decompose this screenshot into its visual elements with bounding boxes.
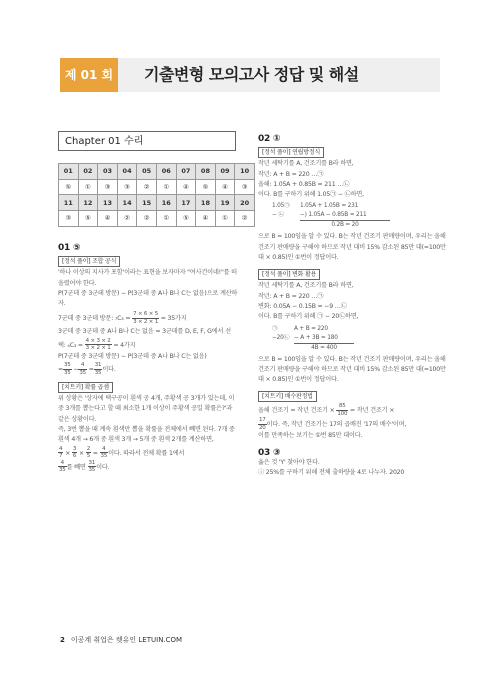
answer-cell: ② — [137, 179, 157, 195]
q02-paragraph-6: 으로 B = 100임을 알 수 있다. B는 작년 건조기 판매량이며, 우리는 올해 건조기 판매량을 구해야 하므로 작년 대비 15% 감소된 85만 대(=100만 대 × 0.85)인 ①번이 정답이다. — [258, 355, 446, 384]
answer-cell: ⑤ — [176, 211, 196, 227]
answer-cell: ⑤ — [59, 179, 79, 195]
answer-cell: ④ — [176, 179, 196, 195]
q02-label-cheat: [치트키] 배수판정법 — [258, 391, 317, 402]
q02-elimination-2: ㉠ A + B = 220 −20㉡ − A + 3B = 180 4B = 400 — [272, 325, 448, 353]
question-number-cell: 01 — [59, 164, 79, 180]
q03-paragraph-1: 옳은 것 'Y' 찾아야 한다. — [258, 459, 320, 467]
question-number-cell: 04 — [117, 164, 137, 180]
question-number-cell: 06 — [156, 164, 176, 180]
answer-table-row — [59, 211, 255, 227]
answer-cell: ③ — [235, 179, 255, 195]
question-number-cell: 19 — [215, 195, 235, 211]
q01-equation-5: $\frac{4}{35}$ 를 빼면 $\frac{31}{35}$ 이다. — [59, 459, 110, 474]
answer-table — [58, 163, 255, 227]
answer-cell: ② — [137, 211, 157, 227]
question-number-cell: 09 — [215, 164, 235, 180]
q01-equation-3: = $\frac{35}{35}$ − $\frac{4}{35}$ = $\frac{31}{35}$ 이다. — [58, 362, 116, 376]
question-number-cell: 13 — [98, 195, 118, 211]
answer-cell: ⑤ — [196, 179, 216, 195]
q02-paragraph-1: 작년 세탁기를 A, 건조기를 B라 하면, — [258, 160, 354, 168]
question-number-cell: 17 — [176, 195, 196, 211]
question-number-cell: 16 — [156, 195, 176, 211]
q02-paragraph-9: 이를 만족하는 보기는 ①번 85만 대이다. — [258, 432, 363, 440]
q03-title: 03 ③ — [258, 447, 281, 458]
page-number: 2 — [60, 636, 65, 644]
q02-paragraph-2: 이다. B를 구하기 위해 1.05㉠ − ㉡하면, — [258, 191, 364, 199]
question-number-cell: 20 — [235, 195, 255, 211]
round-badge: 제 01 회 — [60, 58, 118, 92]
q02-paragraph-4: 작년 세탁기를 A, 건조기를 B라 하면, — [258, 282, 354, 290]
q02-title: 02 ① — [258, 134, 281, 144]
answer-cell: ④ — [215, 179, 235, 195]
q01-paragraph-4: P(7군데 중 3군데 방문) − P(3군데 중 A나 B나 C는 없음) — [58, 352, 207, 360]
answer-cell: ① — [78, 179, 98, 195]
q01-title: 01 ⑤ — [58, 243, 81, 253]
left-column — [58, 243, 238, 474]
question-number-cell: 02 — [78, 164, 98, 180]
footer-text: 이공계 취업은 렛유인 LETUIN.COM — [70, 636, 183, 644]
q01-paragraph-1: '하나 이상의 지사가 포함'이라는 표현을 보자마자 "여사건이네!"를 떠올렸어야 한다. — [58, 269, 237, 287]
q02-label-change: [정석 풀이] 변화 활용 — [258, 269, 320, 280]
q02-paragraph-3: 으로 B = 100임을 알 수 있다. B는 작년 건조기 판매량이며, 우리는 올해 건조기 판매량을 구해야 하므로 작년 대비 15% 감소된 85만 대(=100만 대 × 0.85)인 ①번이 정답이다. — [258, 233, 446, 262]
q02-equation-8: $\frac{17}{20}$ 이다. 즉, 작년 건조기는 17의 곱배진 '17의 배수'이며, — [259, 417, 407, 431]
chapter-title: Chapter 01 수리 — [58, 131, 236, 151]
question-number-cell: 18 — [196, 195, 216, 211]
q02-paragraph-5: 이다. B를 구하기 위해 ㉠ − 20㉡하면, — [258, 313, 359, 321]
q02-elimination-1: 1.05㉠ 1.05A + 1.05B = 231 − ㉡ −) 1.05A − 0.85B = 211 0.2B = 20 — [272, 202, 448, 230]
q02-label-simul: [정석 풀이] 연립방정식 — [258, 147, 324, 158]
answer-table-row — [59, 164, 255, 180]
answer-cell: ④ — [98, 211, 118, 227]
q02-equation-7: 올해 건조기 = 작년 건조기 × $\frac{85}{100}$ = 작년 건조기 × — [258, 403, 395, 417]
answer-table-row — [59, 179, 255, 195]
question-number-cell: 07 — [176, 164, 196, 180]
question-number-cell: 08 — [196, 164, 216, 180]
page-footer — [60, 635, 182, 645]
q01-equation-2: 택: ₄C₃ = $\frac{4 \times 3 \times 2}{3 \times 2 \times 1}$ = 4가지 — [58, 337, 136, 352]
answer-cell: ① — [156, 179, 176, 195]
q02-eq-2: 올해: 1.05A + 0.85B = 211 …㉡ — [258, 180, 350, 188]
question-number-cell: 05 — [137, 164, 157, 180]
answer-cell: ⑤ — [78, 211, 98, 227]
q01-equation-4: $\frac{4}{7}$ × $\frac{3}{6}$ × $\frac{2}{5}$ = $\frac{4}{35}$ 이다. 따라서 전체 확률 1에서 — [59, 445, 185, 460]
q02-eq-4: 변화: 0.05A − 0.15B = −9 …㉡ — [258, 302, 347, 310]
right-column — [258, 134, 448, 479]
answer-cell: ② — [117, 211, 137, 227]
question-number-cell: 15 — [137, 195, 157, 211]
answer-cell: ① — [156, 211, 176, 227]
question-number-cell: 12 — [78, 195, 98, 211]
page-header — [60, 58, 440, 92]
answer-cell: ③ — [98, 179, 118, 195]
answer-cell: ③ — [117, 179, 137, 195]
q03-paragraph-2: ⓘ 25%를 구하기 위해 전체 출하량을 4로 나누자. 2020 — [258, 469, 405, 477]
q01-paragraph-5: 위 상황은 '상자에 택구공이 흰색 공 4개, 주황색 공 3개가 있는데, 이 중 3개를 뽑는다고 할 때 최소한 1개 이상이 주황색 공일 확률은?'과 같은 상황이다. — [58, 395, 235, 423]
answer-cell: ① — [215, 211, 235, 227]
q01-paragraph-3: 3군데 중 3군데 중 A나 B나 C는 없음 = 3군데를 D, E, F, G에서 선 — [58, 328, 231, 336]
answer-cell: ② — [235, 211, 255, 227]
question-number-cell: 10 — [235, 164, 255, 180]
q01-label-formula: [정석 풀이] 조합 공식 — [58, 256, 120, 267]
question-number-cell: 03 — [98, 164, 118, 180]
q01-equation-1: 7군데 중 3군데 방문: ₇C₃ = $\frac{7 \times 6 \times 5}{3 \times 2 \times 1}$ = 35가지 — [58, 311, 187, 325]
question-number-cell: 11 — [59, 195, 79, 211]
q01-paragraph-2: P(7군데 중 3군데 방문) − P(3군데 중 A나 B나 C는 없음)으로 계산하자. — [58, 289, 238, 308]
answer-table-row — [59, 195, 255, 211]
answer-cell: ③ — [59, 211, 79, 227]
q02-eq-3: 작년: A + B = 220 …㉠ — [258, 292, 324, 300]
q01-label-cheat: [치트키] 확률 곱셈 — [58, 382, 113, 393]
question-number-cell: 14 — [117, 195, 137, 211]
page-title: 기출변형 모의고사 정답 및 해설 — [144, 65, 359, 84]
answer-cell: ④ — [196, 211, 216, 227]
q02-eq-1: 작년: A + B = 220 …㉠ — [258, 170, 324, 178]
q01-paragraph-6: 즉, 3번 뽑을 때 계속 흰색만 뽑을 확률을 전체에서 빼면 된다. 7개 중 흰색 4개 → 6개 중 흰색 3개 → 5개 중 흰색 2개를 계산하면, — [58, 425, 235, 444]
